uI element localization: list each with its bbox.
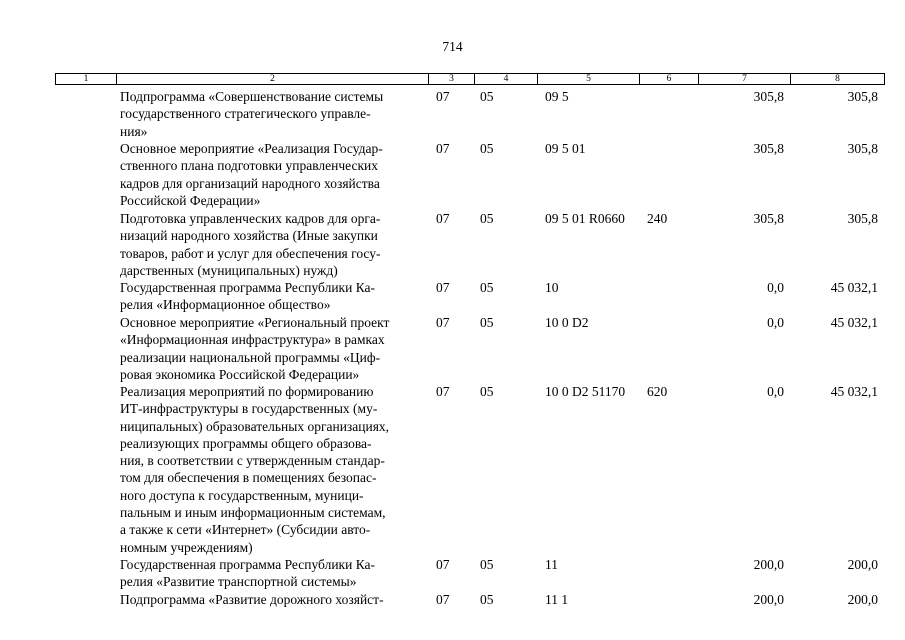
row-name-line: Подпрограмма «Совершенствование системы [120, 89, 384, 104]
row-name-line: Основное мероприятие «Реализация Государ- [120, 141, 383, 156]
row-name-line: ния, в соответствии с утвержденным стандар- [120, 453, 385, 469]
row-section: 07 [436, 211, 450, 226]
row-name-line: реализации национальной программы «Циф- [120, 349, 381, 365]
row-target-code: 10 0 D2 [545, 315, 589, 330]
row-amount-1: 200,0 [753, 592, 784, 607]
row-amount-2: 200,0 [847, 592, 878, 607]
row-name-line: ровая экономика Российской Федерации» [120, 366, 360, 382]
row-name-line: Государственная программа Республики Ка- [120, 557, 376, 572]
row-section: 07 [436, 557, 450, 572]
row-amount-1: 305,8 [753, 89, 784, 104]
table-header [55, 73, 885, 85]
row-name-line: дарственных (муниципальных) нужд) [120, 262, 338, 278]
row-name-line: Государственная программа Республики Ка- [120, 280, 376, 295]
row-amount-1: 0,0 [767, 315, 784, 330]
row-amount-2: 305,8 [847, 89, 878, 104]
row-name-line: Реализация мероприятий по формированию [120, 384, 374, 399]
row-amount-2: 45 032,1 [830, 315, 878, 330]
row-target-code: 11 1 [545, 592, 569, 607]
row-name-line: а также к сети «Интернет» (Субсидии авто- [120, 522, 371, 538]
row-amount-2: 200,0 [847, 557, 878, 572]
row-name-line: товаров, работ и услуг для обеспечения госу- [120, 245, 381, 261]
row-name-line: Подпрограмма «Развитие дорожного хозяйст- [120, 592, 384, 607]
row-expense-type: 620 [647, 384, 668, 399]
row-name [120, 279, 425, 314]
row-expense-type: 240 [647, 211, 668, 226]
row-name-line: Российской Федерации» [120, 192, 261, 208]
row-name [120, 140, 425, 209]
row-target-code: 09 5 01 R0660 [545, 211, 625, 226]
row-subsection: 05 [480, 211, 494, 226]
row-name [120, 383, 425, 556]
row-name-line: релия «Развитие транспортной системы» [120, 574, 357, 590]
row-name-line: Основное мероприятие «Региональный проект [120, 315, 390, 330]
row-amount-2: 305,8 [847, 141, 878, 156]
header-col-3: 3 [429, 74, 475, 84]
row-subsection: 05 [480, 280, 494, 295]
row-section: 07 [436, 141, 450, 156]
row-name-line: реализующих программы общего образова- [120, 435, 372, 451]
row-section: 07 [436, 280, 450, 295]
row-name-line: том для обеспечения в помещениях безопас- [120, 470, 377, 486]
header-col-7: 7 [699, 74, 791, 84]
row-subsection: 05 [480, 557, 494, 572]
row-name-line: ного доступа к государственным, муници- [120, 487, 364, 503]
header-col-4: 4 [475, 74, 538, 84]
row-name-line: низаций народного хозяйства (Иные закупки [120, 228, 378, 244]
row-name-line: кадров для организаций народного хозяйства [120, 175, 380, 191]
header-col-8: 8 [835, 74, 840, 84]
row-name-line: номным учреждениям) [120, 539, 253, 555]
row-name [120, 591, 425, 608]
row-target-code: 10 [545, 280, 559, 295]
row-name-line: ниципальных) образовательных организациях, [120, 418, 390, 434]
row-subsection: 05 [480, 592, 494, 607]
row-subsection: 05 [480, 141, 494, 156]
row-section: 07 [436, 89, 450, 104]
row-amount-1: 0,0 [767, 384, 784, 399]
row-name-line: пальным и иным информационным системам, [120, 505, 386, 521]
row-amount-2: 45 032,1 [830, 280, 878, 295]
row-amount-1: 305,8 [753, 141, 784, 156]
header-col-6: 6 [640, 74, 699, 84]
row-name-line: ственного плана подготовки управленческих [120, 158, 378, 174]
row-subsection: 05 [480, 384, 494, 399]
row-name-line: Подготовка управленческих кадров для орга- [120, 211, 381, 226]
row-target-code: 09 5 01 [545, 141, 586, 156]
row-target-code: 11 [545, 557, 558, 572]
row-target-code: 09 5 [545, 89, 569, 104]
row-name-line: «Информационная инфраструктура» в рамках [120, 332, 385, 348]
row-name-line: ния» [120, 123, 148, 139]
page-number: 714 [442, 39, 463, 54]
row-section: 07 [436, 315, 450, 330]
row-amount-2: 45 032,1 [830, 384, 878, 399]
row-name [120, 556, 425, 591]
header-col-5: 5 [538, 74, 640, 84]
row-amount-2: 305,8 [847, 211, 878, 226]
header-col-1: 1 [56, 74, 117, 84]
row-name [120, 88, 425, 140]
row-name [120, 210, 425, 279]
row-subsection: 05 [480, 89, 494, 104]
row-subsection: 05 [480, 315, 494, 330]
row-amount-1: 200,0 [753, 557, 784, 572]
header-col-2: 2 [117, 74, 429, 84]
row-amount-1: 305,8 [753, 211, 784, 226]
row-name-line: государственного стратегического управле- [120, 106, 371, 122]
row-section: 07 [436, 592, 450, 607]
row-name-line: ИТ-инфраструктуры в государственных (му- [120, 401, 378, 417]
row-name [120, 314, 425, 383]
row-name-line: релия «Информационное общество» [120, 297, 331, 313]
row-amount-1: 0,0 [767, 280, 784, 295]
row-section: 07 [436, 384, 450, 399]
row-target-code: 10 0 D2 51170 [545, 384, 626, 399]
